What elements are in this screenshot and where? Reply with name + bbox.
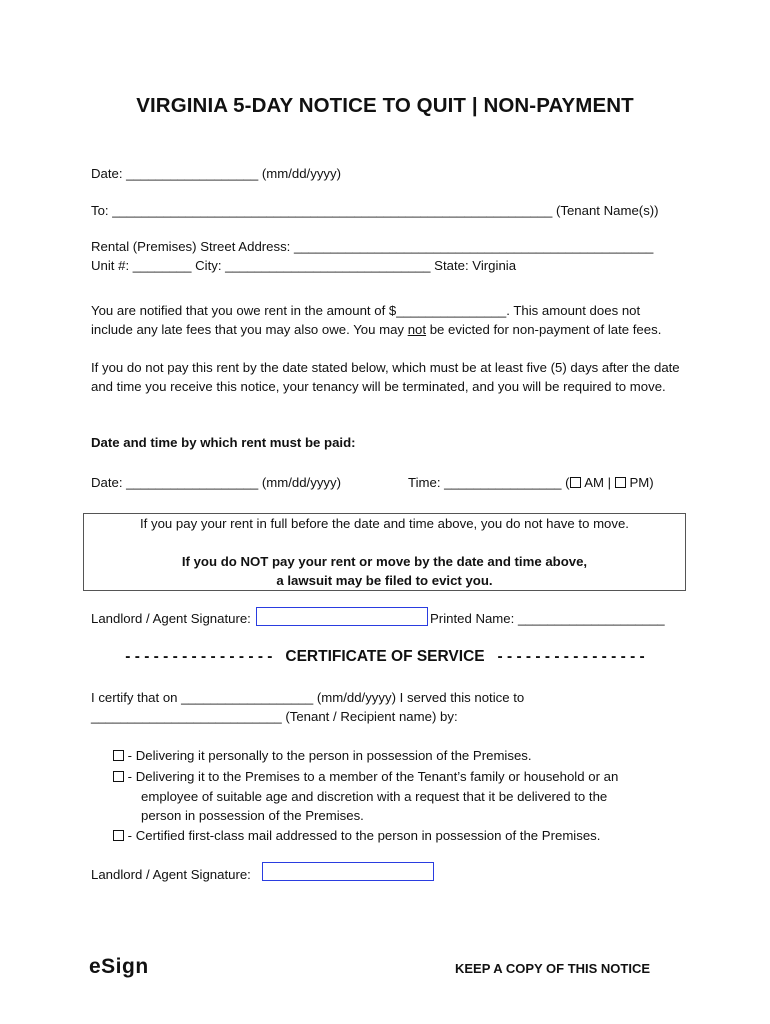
service-option-household-cont-2: person in possession of the Premises.: [141, 808, 364, 823]
am-checkbox[interactable]: [570, 477, 581, 488]
rent-amount-paragraph: [91, 301, 681, 339]
document-title: VIRGINIA 5-DAY NOTICE TO QUIT | NON-PAYMENT: [136, 94, 634, 117]
deadline-time-field: [408, 473, 654, 492]
street-address-field[interactable]: Rental (Premises) Street Address: _________________________________________________: [91, 239, 654, 254]
rent-text-not: not: [407, 322, 427, 337]
certified-mail-checkbox[interactable]: [113, 830, 124, 841]
certify-line-2[interactable]: __________________________ (Tenant / Recipient name) by:: [91, 709, 458, 724]
tenant-name-field[interactable]: To: ____________________________________________________________ (Tenant Name(s)): [91, 203, 659, 218]
warning-line-1: If you pay your rent in full before the date and time above, you do not have to move.: [140, 516, 629, 531]
deadline-time-label[interactable]: Time: ________________ (: [408, 475, 570, 490]
household-delivery-checkbox[interactable]: [113, 771, 124, 782]
rent-text-part1: You are notified that you owe rent in the amount of $_______________. This amount does not include any late fees that you may also owe. You may: [91, 303, 641, 337]
signature-label: Landlord / Agent Signature:: [91, 611, 251, 626]
keep-copy-notice: KEEP A COPY OF THIS NOTICE: [455, 961, 651, 976]
pm-checkbox[interactable]: [615, 477, 626, 488]
service-option-label: - Certified first-class mail addressed to the person in possession of the Premises.: [127, 828, 601, 843]
pm-label: PM): [629, 475, 654, 490]
printed-name-field[interactable]: Printed Name: ____________________: [430, 611, 665, 626]
service-option-personal: [113, 746, 532, 765]
deadline-date-field[interactable]: Date: __________________ (mm/dd/yyyy): [91, 475, 341, 490]
service-option-household: [113, 767, 618, 786]
am-label: AM |: [584, 475, 612, 490]
termination-paragraph: If you do not pay this rent by the date stated below, which must be at least five (5) days after the date and time you receive this notice, your tenancy will be terminated, and you will be required to move.: [91, 360, 680, 394]
service-option-label: - Delivering it personally to the person in possession of the Premises.: [127, 748, 532, 763]
personal-delivery-checkbox[interactable]: [113, 750, 124, 761]
service-option-household-cont-1: employee of suitable age and discretion with a request that it be delivered to the: [141, 789, 608, 804]
date-field[interactable]: Date: __________________ (mm/dd/yyyy): [91, 166, 341, 181]
warning-box: [83, 513, 686, 591]
deadline-heading: Date and time by which rent must be paid:: [91, 435, 356, 450]
certify-line-1[interactable]: I certify that on __________________ (mm/dd/yyyy) I served this notice to: [91, 690, 525, 705]
service-option-label: - Delivering it to the Premises to a member of the Tenant’s family or household or an: [127, 769, 619, 784]
service-option-mail: [113, 826, 600, 845]
server-signature-field[interactable]: [262, 862, 434, 881]
warning-line-3: a lawsuit may be filed to evict you.: [276, 573, 493, 588]
signature-label-2: Landlord / Agent Signature:: [91, 867, 251, 882]
esign-logo: eSign: [89, 955, 149, 978]
landlord-signature-field[interactable]: [256, 607, 428, 626]
certificate-of-service-heading: - - - - - - - - - - - - - - - - CERTIFICATE OF SERVICE - - - - - - - - - - - - - - - -: [125, 648, 645, 665]
unit-city-field[interactable]: Unit #: ________ City: ____________________________ State: Virginia: [91, 258, 517, 273]
rent-text-part2: be evicted for non-payment of late fees.: [426, 322, 662, 337]
warning-line-2: If you do NOT pay your rent or move by the date and time above,: [181, 554, 588, 569]
